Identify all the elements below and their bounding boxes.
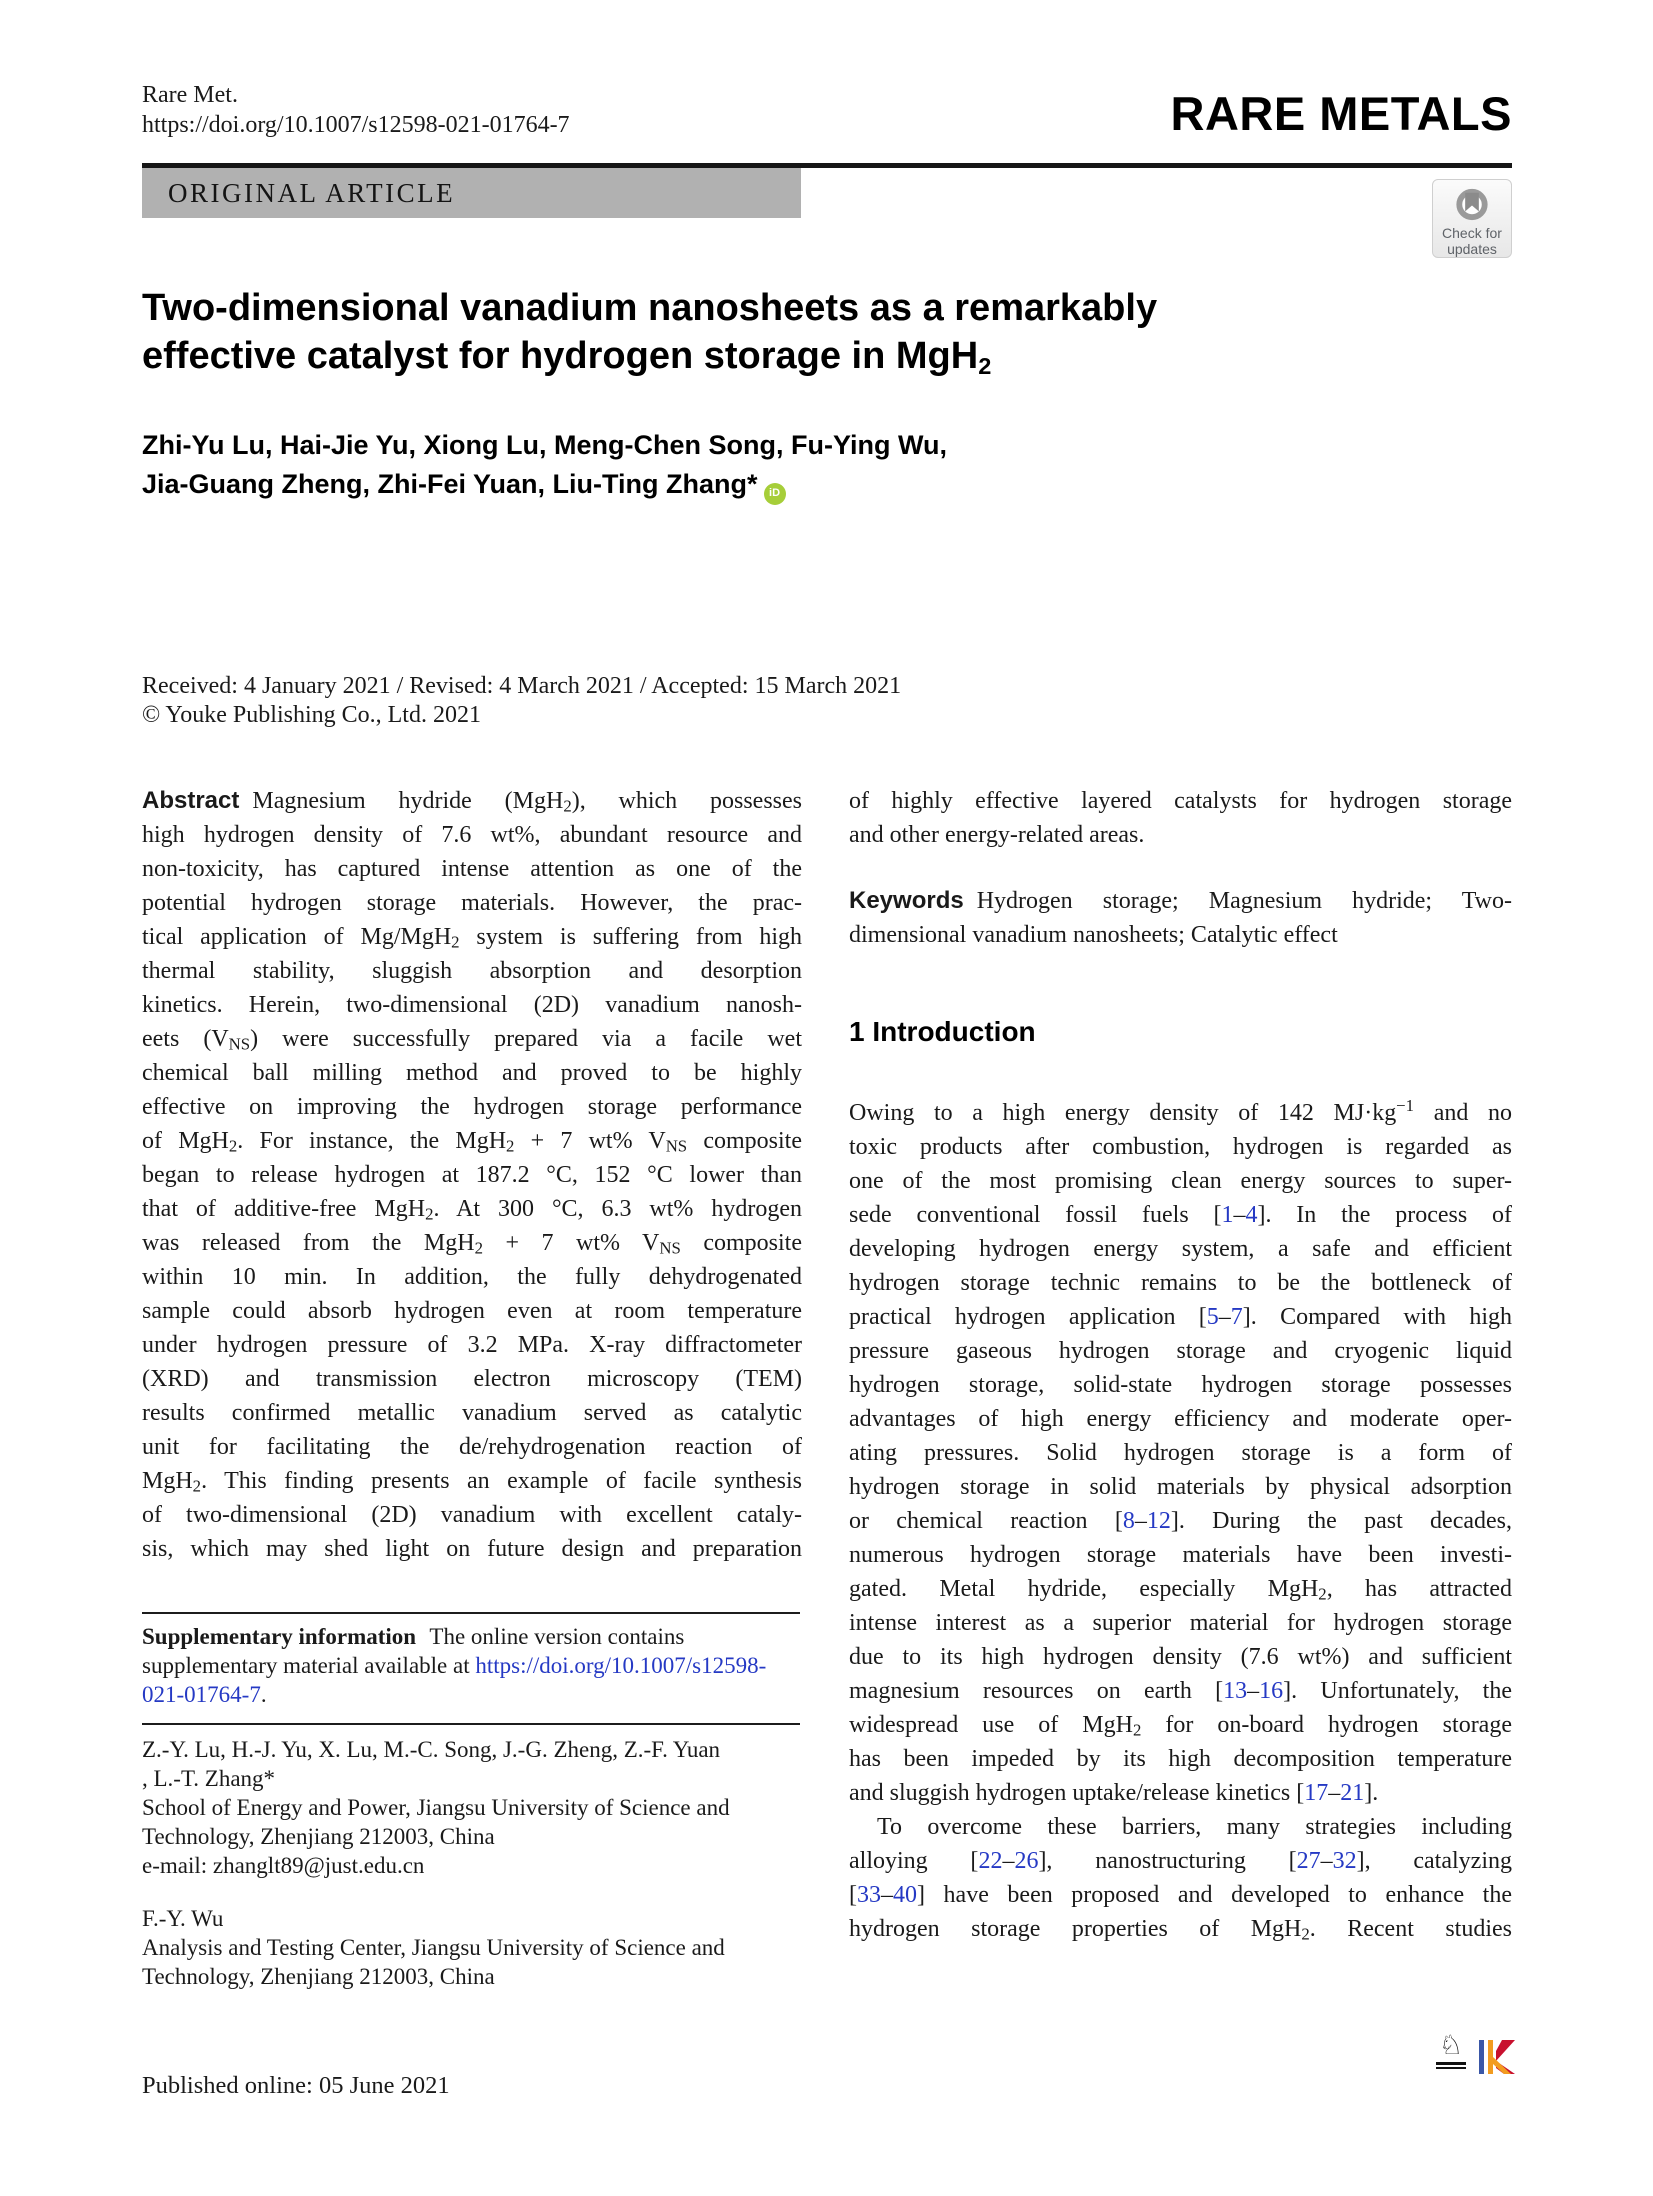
supplementary-information-note bbox=[142, 1622, 800, 1709]
text-line: School of Energy and Power, Jiangsu University of Science and bbox=[142, 1795, 730, 1820]
text-line: was released from the MgH$_2$ + 7 wt% $V_{NS}$ composite bbox=[142, 1230, 802, 1258]
text-line: Z.-Y. Lu, H.-J. Yu, X. Lu, M.-C. Song, J.-G. Zheng, Z.-F. Yuan bbox=[142, 1737, 721, 1762]
received-revised-accepted: Received: 4 January 2021 / Revised: 4 March 2021 / Accepted: 15 March 2021 bbox=[142, 673, 902, 699]
check-updates-badge[interactable] bbox=[1432, 179, 1512, 258]
citation-link[interactable]: 12 bbox=[1146, 1508, 1171, 1534]
affiliation-2 bbox=[142, 1904, 800, 1991]
text-line: pressure gaseous hydrogen storage and cryogenic liquid bbox=[849, 1338, 1512, 1364]
text-line: ating pressures. Solid hydrogen storage is a form of bbox=[849, 1440, 1512, 1466]
text-line: non-toxicity, has captured intense attention as one of the bbox=[142, 856, 802, 882]
text-line: Analysis and Testing Center, Jiangsu University of Science and bbox=[142, 1935, 725, 1960]
text-line: To overcome these barriers, many strategies including bbox=[877, 1814, 1512, 1840]
citation-link[interactable]: 4 bbox=[1245, 1202, 1258, 1228]
text-line: or chemical reaction [8–12]. During the past decades, bbox=[849, 1508, 1512, 1534]
citation-link[interactable]: 021-01764-7 bbox=[142, 1682, 261, 1707]
publisher-knight-icon: ♘ bbox=[1436, 2032, 1466, 2069]
citation-link[interactable]: 16 bbox=[1259, 1678, 1284, 1704]
text-line: sample could absorb hydrogen even at room temperature bbox=[142, 1298, 802, 1324]
text-line: gated. Metal hydride, especially MgH$_2$, has attracted bbox=[849, 1576, 1512, 1604]
text-line: effective catalyst for hydrogen storage in MgH$_2$ bbox=[142, 335, 992, 379]
text-line: and sluggish hydrogen uptake/release kinetics [17–21]. bbox=[849, 1780, 1379, 1806]
text-line: of MgH$_2$. For instance, the MgH$_2$ + 7 wt% $V_{NS}$ composite bbox=[142, 1128, 802, 1156]
text-line: Two-dimensional vanadium nanosheets as a remarkably bbox=[142, 287, 1158, 329]
text-line: toxic products after combustion, hydrogen is regarded as bbox=[849, 1134, 1512, 1160]
text-line: kinetics. Herein, two-dimensional (2D) vanadium nanosh- bbox=[142, 992, 802, 1018]
published-online-line: Published online: 05 June 2021 bbox=[142, 2072, 450, 2099]
citation-link[interactable]: 33 bbox=[857, 1882, 881, 1908]
journal-abbreviation: Rare Met. bbox=[142, 82, 238, 108]
citation-link[interactable]: 32 bbox=[1332, 1848, 1357, 1874]
check-updates-icon bbox=[1451, 184, 1493, 225]
citation-link[interactable]: 27 bbox=[1296, 1848, 1321, 1874]
right-column bbox=[849, 784, 1512, 1946]
check-updates-label: Check for updates bbox=[1442, 225, 1502, 257]
text-line: intense interest as a superior material for hydrogen storage bbox=[849, 1610, 1512, 1636]
text-line: 021-01764-7. bbox=[142, 1682, 267, 1707]
citation-link[interactable]: 13 bbox=[1223, 1678, 1248, 1704]
text-line: eets $(V_{NS})$ were successfully prepared via a facile wet bbox=[142, 1026, 802, 1054]
article-type-banner bbox=[142, 168, 801, 218]
text-line: results confirmed metallic vanadium served as catalytic bbox=[142, 1400, 802, 1426]
footnote-divider-top bbox=[142, 1612, 800, 1614]
text-line: MgH$_2$. This finding presents an example of facile synthesis bbox=[142, 1468, 802, 1496]
text-line: widespread use of MgH$_2$ for on-board hydrogen storage bbox=[849, 1712, 1512, 1740]
text-line: advantages of high energy efficiency and moderate oper- bbox=[849, 1406, 1512, 1432]
text-line: hydrogen storage, solid-state hydrogen storage possesses bbox=[849, 1372, 1512, 1398]
article-history-block bbox=[142, 672, 901, 730]
citation-link[interactable]: 1 bbox=[1221, 1202, 1234, 1228]
text-line: supplementary material available at https://doi.org/10.1007/s12598- bbox=[142, 1653, 767, 1678]
citation-link[interactable]: 21 bbox=[1340, 1780, 1365, 1806]
doi-text: https://doi.org/10.1007/s12598-021-01764-7 bbox=[142, 112, 570, 138]
text-line: magnesium resources on earth [13–16]. Unfortunately, the bbox=[849, 1678, 1512, 1704]
text-line: potential hydrogen storage materials. However, the prac- bbox=[142, 890, 802, 916]
text-line: F.-Y. Wu bbox=[142, 1906, 224, 1931]
text-line: of highly effective layered catalysts for hydrogen storage bbox=[849, 788, 1512, 814]
text-line: Supplementary information The online version contains bbox=[142, 1624, 685, 1649]
citation-link[interactable]: 5 bbox=[1206, 1304, 1219, 1330]
text-line: that of additive-free MgH$_2$. At 300 °C, 6.3 wt% hydrogen bbox=[142, 1196, 802, 1224]
authors-block bbox=[142, 426, 1242, 505]
text-line: hydrogen storage properties of MgH$_2$. Recent studies bbox=[849, 1916, 1512, 1944]
authors-line-1: Zhi-Yu Lu, Hai-Jie Yu, Xiong Lu, Meng-Chen Song, Fu-Ying Wu, bbox=[142, 430, 947, 460]
orcid-icon[interactable]: iD bbox=[764, 483, 786, 505]
text-line: of two-dimensional (2D) vanadium with excellent cataly- bbox=[142, 1502, 802, 1528]
text-line: (XRD) and transmission electron microscopy (TEM) bbox=[142, 1366, 802, 1392]
paper-title bbox=[142, 284, 1382, 380]
text-line: and other energy-related areas. bbox=[849, 822, 1145, 848]
text-line: [33–40] have been proposed and developed to enhance the bbox=[849, 1882, 1512, 1908]
journal-brand-logo: RARE METALS bbox=[1170, 87, 1512, 140]
text-line: under hydrogen pressure of 3.2 MPa. X-ray diffractometer bbox=[142, 1332, 802, 1358]
citation-link[interactable]: 40 bbox=[893, 1882, 917, 1908]
text-line: Technology, Zhenjiang 212003, China bbox=[142, 1824, 495, 1849]
abstract-column bbox=[142, 784, 802, 1566]
text-line: one of the most promising clean energy sources to super- bbox=[849, 1168, 1512, 1194]
text-line: developing hydrogen energy system, a safe and efficient bbox=[849, 1236, 1512, 1262]
text-line: within 10 min. In addition, the fully dehydrogenated bbox=[142, 1264, 802, 1290]
text-line: due to its high hydrogen density (7.6 wt%) and sufficient bbox=[849, 1644, 1512, 1670]
section-heading-introduction: 1 Introduction bbox=[849, 1016, 1036, 1047]
text-line: effective on improving the hydrogen storage performance bbox=[142, 1094, 802, 1120]
text-line: sis, which may shed light on future design and preparation bbox=[142, 1536, 802, 1562]
text-line: Owing to a high energy density of 142 $MJ\cdot kg^{-1}$ and no bbox=[849, 1095, 1512, 1126]
citation-link[interactable]: 7 bbox=[1230, 1304, 1243, 1330]
text-line: unit for facilitating the de/rehydrogenation reaction of bbox=[142, 1434, 802, 1460]
text-line: , L.-T. Zhang* bbox=[142, 1766, 276, 1791]
journal-reference-block bbox=[142, 80, 570, 140]
keywords-block bbox=[849, 884, 1512, 952]
citation-link[interactable]: https://doi.org/10.1007/s12598- bbox=[475, 1653, 767, 1678]
citation-link[interactable]: 17 bbox=[1304, 1780, 1329, 1806]
footnote-divider-middle bbox=[142, 1723, 800, 1725]
text-line: numerous hydrogen storage materials have been investi- bbox=[849, 1542, 1512, 1568]
text-line: tical application of Mg/MgH$_2$ system is suffering from high bbox=[142, 924, 803, 952]
footnotes-block bbox=[142, 1612, 800, 1991]
copyright-line: © Youke Publishing Co., Ltd. 2021 bbox=[142, 702, 481, 728]
text-line: chemical ball milling method and proved to be highly bbox=[142, 1060, 802, 1086]
text-line: alloying [22–26], nanostructuring [27–32], catalyzing bbox=[849, 1848, 1512, 1874]
text-line: Keywords Hydrogen storage; Magnesium hydride; Two- bbox=[849, 887, 1512, 914]
article-type-label: ORIGINAL ARTICLE bbox=[168, 177, 456, 208]
text-line: Technology, Zhenjiang 212003, China bbox=[142, 1964, 495, 1989]
text-line: dimensional vanadium nanosheets; Catalytic effect bbox=[849, 922, 1338, 948]
text-line: Abstract Magnesium hydride (MgH$_2$), which possesses bbox=[142, 787, 802, 816]
text-line: practical hydrogen application [5–7]. Compared with high bbox=[849, 1304, 1512, 1330]
text-line: hydrogen storage in solid materials by physical adsorption bbox=[849, 1474, 1512, 1500]
text-line: began to release hydrogen at 187.2 °C, 152 °C lower than bbox=[142, 1162, 802, 1188]
text-line: has been impeded by its high decomposition temperature bbox=[849, 1746, 1512, 1772]
citation-link[interactable]: 8 bbox=[1122, 1508, 1135, 1534]
text-line: e-mail: zhanglt89@just.edu.cn bbox=[142, 1853, 425, 1878]
youke-k-logo bbox=[1478, 2040, 1516, 2074]
citation-link[interactable]: 26 bbox=[1014, 1848, 1039, 1874]
authors-line-2: Jia-Guang Zheng, Zhi-Fei Yuan, Liu-Ting Zhang* iD bbox=[142, 465, 1242, 505]
citation-link[interactable]: 22 bbox=[978, 1848, 1003, 1874]
introduction-paragraphs bbox=[849, 1096, 1512, 1946]
abstract-continuation bbox=[849, 784, 1512, 852]
text-line: sede conventional fossil fuels [1–4]. In the process of bbox=[849, 1202, 1512, 1228]
text-line: thermal stability, sluggish absorption and desorption bbox=[142, 958, 802, 984]
text-line: hydrogen storage technic remains to be the bottleneck of bbox=[849, 1270, 1512, 1296]
text-line: high hydrogen density of 7.6 wt%, abundant resource and bbox=[142, 822, 802, 848]
affiliation-1 bbox=[142, 1735, 800, 1880]
